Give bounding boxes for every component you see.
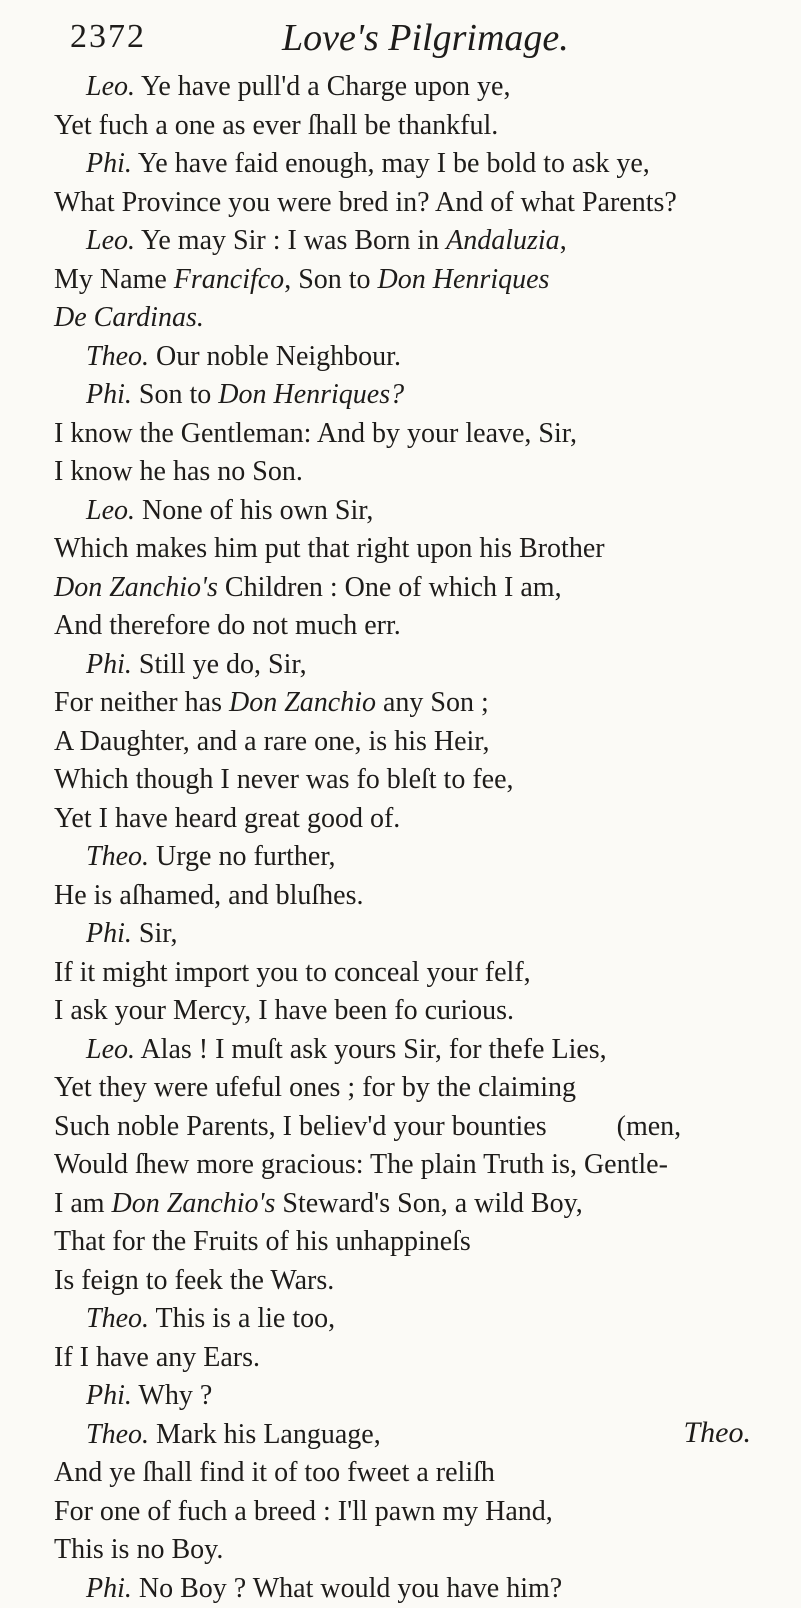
text-segment: Alas ! I muſt ask yours Sir, for thefe Lies, [135,1034,607,1065]
text-segment: , Son to [284,264,377,295]
text-segment: For one of fuch a breed : I'll pawn my Hand, [54,1496,553,1527]
text-segment: Don Zanchio [229,687,376,718]
speech-line [54,68,794,107]
text-segment: Urge no further, [149,841,336,872]
speaker-name: Theo. [86,841,149,872]
text-segment: Children : One of which I am, [218,572,562,603]
text-segment: What Province you were bred in? And of what Parents? [54,187,677,218]
text-segment: This is a lie too, [149,1303,335,1334]
verse-line [54,261,794,300]
text-segment: I ask your Mercy, I have been fo curious. [54,995,514,1026]
text-segment: any Son ; [376,687,489,718]
speaker-name: Phi. [86,649,132,680]
text-segment: Our noble Neighbour. [149,341,401,372]
text-segment: Which though I never was fo bleſt to fee, [54,764,514,795]
text-segment: And ye ſhall find it of too fweet a reliſh [54,1457,495,1488]
verse-line [54,184,794,223]
text-segment: I know the Gentleman: And by your leave, Sir, [54,418,577,449]
verse-line [54,1108,794,1147]
speaker-name: Leo. [86,1034,135,1065]
page-header [0,14,801,66]
text-segment: Yet fuch a one as ever ſhall be thankful. [54,110,498,141]
text-segment: My Name [54,264,174,295]
verse-line [54,530,794,569]
speaker-name: Leo. [86,495,135,526]
text-segment: , [560,225,567,256]
verse-line [54,1339,794,1378]
text-segment: No Boy ? What would you have him? [132,1573,562,1604]
verse-line [54,1185,794,1224]
text-segment: Mark his Language, [149,1419,381,1450]
speech-line [54,376,794,415]
verse-line [54,684,794,723]
speaker-name: Theo. [86,1419,149,1450]
verse-line [54,1069,794,1108]
text-segment: Still ye do, Sir, [132,649,307,680]
speech-line [54,145,794,184]
text-segment: Ye have pull'd a Charge upon ye, [135,71,510,102]
speech-line [54,915,794,954]
speaker-name: Phi. [86,379,132,410]
verse-line [54,299,794,338]
text-segment: Steward's Son, a wild Boy, [275,1188,582,1219]
text-segment: For neither has [54,687,229,718]
speech-line [54,1570,794,1608]
verse-line [54,800,794,839]
speaker-name: Phi. [86,148,132,179]
verse-line [54,723,794,762]
text-segment: Don Henriques [378,264,550,295]
text-segment: Don Henriques? [218,379,404,410]
text-segment: And therefore do not much err. [54,610,401,641]
verse-line [54,1531,794,1570]
text-segment: Sir, [132,918,178,949]
text-segment: Francifco [174,264,284,295]
text-segment: I know he has no Son. [54,456,303,487]
verse-line [54,992,794,1031]
text-segment: Ye may Sir : I was Born in [135,225,446,256]
speaker-name: Theo. [86,341,149,372]
text-segment: Such noble Parents, I believ'd your bounties (men, [54,1111,681,1142]
speech-line [54,492,794,531]
speaker-name: Phi. [86,1380,132,1411]
speaker-name: Phi. [86,1573,132,1604]
verse-line [54,1146,794,1185]
text-segment: Andaluzia [446,225,560,256]
speech-line [54,838,794,877]
text-segment: Which makes him put that right upon his Brother [54,533,605,564]
speech-line [54,338,794,377]
text-segment: Don Zanchio's [112,1188,276,1219]
text-segment: This is no Boy. [54,1534,223,1565]
speech-line [54,1377,794,1416]
text-segment: Ye have faid enough, may I be bold to ask ye, [132,148,650,179]
speech-line [54,222,794,261]
speech-line [54,1031,794,1070]
text-segment: De Cardinas. [54,302,204,333]
verse-line [54,761,794,800]
text-segment: That for the Fruits of his unhappineſs [54,1226,471,1257]
speaker-name: Leo. [86,71,135,102]
text-segment: Son to [132,379,218,410]
text-segment: If it might import you to conceal your felf, [54,957,531,988]
text-segment: Don Zanchio's [54,572,218,603]
text-segment: A Daughter, and a rare one, is his Heir, [54,726,490,757]
verse-line [54,1454,794,1493]
verse-line [54,1493,794,1532]
text-segment: If I have any Ears. [54,1342,260,1373]
speaker-name: Phi. [86,918,132,949]
speaker-name: Theo. [86,1303,149,1334]
verse-line [54,877,794,916]
verse-line [54,954,794,993]
verse-line [54,607,794,646]
verse-line [54,415,794,454]
text-segment: Would ſhew more gracious: The plain Truth is, Gentle- [54,1149,668,1180]
text-segment: Yet I have heard great good of. [54,803,400,834]
text-segment: Why ? [132,1380,212,1411]
running-title: Love's Pilgrimage. [282,16,569,60]
verse-line [54,569,794,608]
play-text [54,68,794,1608]
speech-line [54,646,794,685]
text-segment: None of his own Sir, [135,495,373,526]
text-segment: He is aſhamed, and bluſhes. [54,880,363,911]
verse-line [54,1262,794,1301]
text-segment: I am [54,1188,112,1219]
verse-line [54,1223,794,1262]
verse-line [54,107,794,146]
speaker-name: Leo. [86,225,135,256]
text-segment: Yet they were ufeful ones ; for by the claiming [54,1072,576,1103]
page-number: 2372 [70,18,146,56]
speech-line [54,1300,794,1339]
catchword: Theo. [684,1416,752,1450]
verse-line [54,453,794,492]
text-segment: Is feign to feek the Wars. [54,1265,334,1296]
